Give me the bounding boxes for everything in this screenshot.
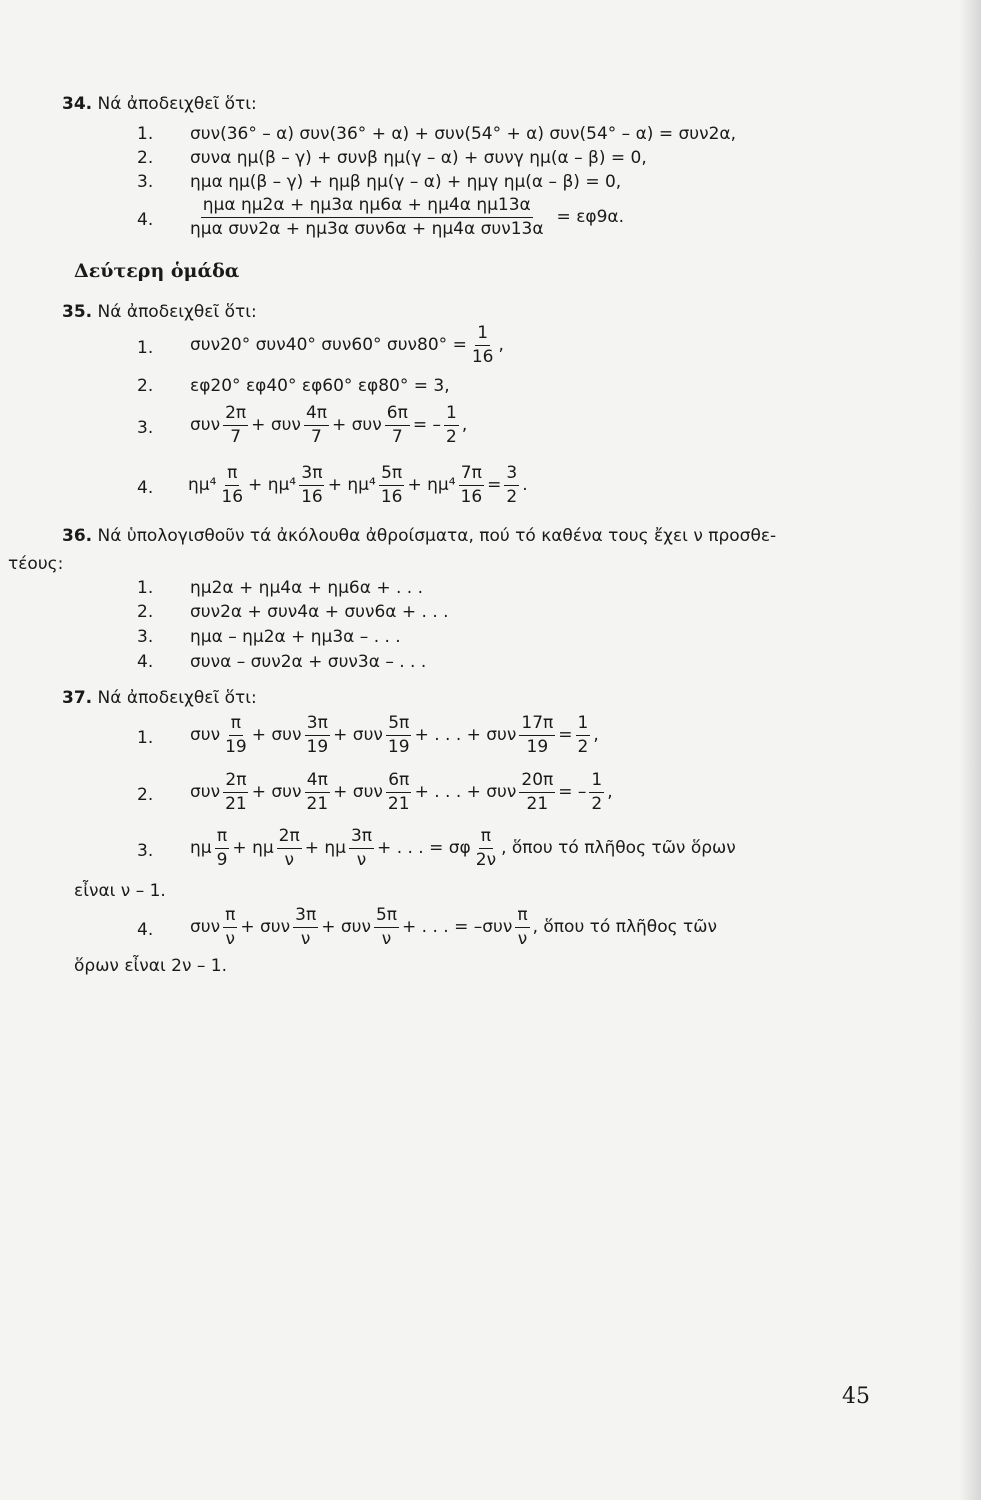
equation [190, 714, 599, 756]
punctuation: , [498, 335, 504, 356]
punctuation: , [593, 725, 599, 746]
numerator: 2π [223, 771, 248, 793]
fraction [459, 464, 485, 506]
numerator: 17π [519, 714, 555, 736]
exercise-prompt: Νά ἀποδειχθεῖ ὅτι: [97, 94, 257, 114]
term: + συν [240, 917, 291, 938]
denominator: 19 [225, 736, 247, 757]
term: + συν [333, 725, 383, 746]
numerator: 6π [385, 404, 410, 426]
exercise-number: 37. [62, 688, 93, 708]
numerator: 1 [589, 771, 604, 793]
denominator: 19 [387, 736, 410, 757]
punctuation: , [607, 782, 613, 803]
fraction [223, 906, 237, 948]
item-number: 3. [137, 172, 154, 192]
term: + ημ [304, 838, 346, 859]
fraction [519, 771, 555, 813]
equation [190, 404, 467, 446]
fraction [576, 714, 591, 756]
item-number: 2. [137, 376, 154, 396]
exercise-34-header [62, 96, 257, 113]
item-number: 2. [137, 148, 154, 168]
numerator: 3π [349, 827, 374, 849]
term: + . . . = σφ [377, 838, 471, 859]
term: + ημ⁴ [407, 475, 456, 496]
denominator: 7 [230, 426, 242, 447]
term: + ημ⁴ [248, 475, 297, 496]
numerator: 3 [504, 464, 519, 486]
fraction [215, 827, 230, 869]
numerator: ημα ημ2α + ημ3α ημ6α + ημ4α ημ13α [201, 196, 533, 218]
denominator: ν [300, 928, 311, 949]
fraction [386, 714, 412, 756]
denominator: ημα συν2α + ημ3α συν6α + ημ4α συν13α [190, 218, 544, 239]
denominator: ν [517, 928, 528, 949]
fraction [386, 771, 412, 813]
numerator: π [225, 464, 239, 486]
numerator: 1 [475, 324, 490, 346]
exercise-37-header [62, 690, 257, 707]
fraction [444, 404, 459, 446]
page-number: 45 [842, 1384, 870, 1409]
denominator: 21 [526, 793, 549, 814]
fraction [305, 714, 331, 756]
denominator: ν [381, 928, 392, 949]
term: + . . . + συν [414, 725, 517, 746]
item-number: 2. [137, 602, 154, 622]
numerator: 3π [305, 714, 330, 736]
numerator: 1 [576, 714, 591, 736]
fraction [379, 464, 405, 506]
item-number: 1. [137, 124, 154, 144]
fraction [519, 714, 555, 756]
term: + . . . + συν [414, 782, 517, 803]
denominator: 2 [591, 793, 603, 814]
term: + συν [333, 782, 383, 803]
term: + συν [251, 415, 301, 436]
equation: συν(36° – α) συν(36° + α) + συν(54° + α) συν(54° – α) = συν2α, [190, 124, 737, 144]
numerator: 3π [293, 906, 318, 928]
fraction [515, 906, 529, 948]
term: ημ⁴ [188, 475, 217, 496]
fraction [223, 404, 248, 446]
term: + συν [251, 725, 302, 746]
exercise-prompt-continuation: τέους: [8, 554, 64, 574]
fraction [374, 906, 399, 948]
equation [190, 324, 504, 366]
denominator: 2ν [475, 849, 497, 870]
fraction [385, 404, 410, 446]
term: + συν [321, 917, 371, 938]
fraction [589, 771, 604, 813]
condition-text: , ὅπου τό πλῆθος τῶν [532, 917, 717, 938]
item-number: 2. [137, 785, 154, 805]
numerator: 3π [299, 464, 324, 486]
fraction [299, 464, 325, 506]
equation-rhs: = εφ9α. [556, 207, 625, 228]
numerator: π [479, 827, 493, 849]
term: συν [190, 782, 221, 803]
fraction [470, 324, 496, 366]
item-number: 1. [137, 728, 154, 748]
denominator: 7 [391, 426, 403, 447]
denominator: 21 [225, 793, 247, 814]
expression: ημ2α + ημ4α + ημ6α + . . . [190, 578, 424, 598]
denominator: 16 [380, 486, 403, 507]
condition-text: , ὅπου τό πλῆθος τῶν ὅρων [501, 838, 736, 859]
denominator: 16 [471, 346, 494, 367]
condition-continuation: ὅρων εἶναι 2ν – 1. [74, 956, 227, 976]
denominator: 19 [526, 736, 549, 757]
fraction [188, 196, 546, 238]
numerator: 7π [459, 464, 484, 486]
equation: εφ20° εφ40° εφ60° εφ80° = 3, [190, 376, 450, 396]
fraction [293, 906, 318, 948]
exercise-36-header [62, 528, 776, 545]
equation [188, 464, 528, 506]
expression: ημα – ημ2α + ημ3α – . . . [190, 627, 401, 647]
term: συν [190, 725, 221, 746]
term: συν [190, 415, 221, 436]
equation: συνα ημ(β – γ) + συνβ ημ(γ – α) + συνγ ημ(α – β) = 0, [190, 148, 647, 168]
fraction [223, 771, 249, 813]
punctuation: . [522, 475, 528, 496]
equals-sign: = – [558, 782, 587, 803]
expression: συνα – συν2α + συν3α – . . . [190, 652, 427, 672]
item-number: 4. [137, 478, 154, 498]
numerator: 6π [386, 771, 411, 793]
denominator: 7 [311, 426, 322, 447]
equals-sign: = – [412, 415, 441, 436]
fraction [504, 464, 519, 506]
equation: ημα ημ(β – γ) + ημβ ημ(γ – α) + ημγ ημ(α – β) = 0, [190, 172, 622, 192]
denominator: ν [356, 849, 367, 870]
exercise-prompt: Νά ὑπολογισθοῦν τά ἀκόλουθα ἀθροίσματα, πού τό καθένα τους ἔχει ν προσθε- [97, 526, 777, 546]
numerator: 5π [374, 906, 399, 928]
denominator: ν [284, 849, 294, 870]
exercise-prompt: Νά ἀποδειχθεῖ ὅτι: [97, 302, 257, 322]
exercise-number: 34. [62, 94, 93, 114]
fraction [277, 827, 302, 869]
numerator: 4π [304, 404, 329, 426]
numerator: 2π [223, 404, 248, 426]
equation [190, 906, 717, 948]
numerator: 1 [444, 404, 459, 426]
item-number: 3. [137, 418, 154, 438]
section-heading: Δεύτερη ὁμάδα [74, 260, 240, 282]
fraction [349, 827, 374, 869]
item-number: 1. [137, 578, 154, 598]
term: + . . . = –συν [402, 917, 513, 938]
equation [190, 827, 736, 869]
equation [185, 196, 624, 238]
exercise-35-header [62, 304, 257, 321]
condition-continuation: εἶναι ν – 1. [74, 881, 166, 901]
item-number: 4. [137, 920, 154, 940]
equals-sign: = [487, 475, 502, 496]
fraction [305, 771, 331, 813]
fraction [223, 714, 249, 756]
item-number: 4. [137, 210, 154, 230]
numerator: 2π [277, 827, 302, 849]
term: ημ [190, 838, 212, 859]
exercise-number: 36. [62, 526, 93, 546]
fraction [304, 404, 329, 446]
numerator: 20π [519, 771, 555, 793]
page-edge-shadow [959, 0, 981, 1500]
item-number: 3. [137, 841, 154, 861]
denominator: 16 [460, 486, 483, 507]
item-number: 4. [137, 652, 154, 672]
term: + ημ⁴ [327, 475, 376, 496]
numerator: π [515, 906, 529, 928]
item-number: 1. [137, 338, 154, 358]
equation [190, 771, 613, 813]
item-number: 3. [137, 627, 154, 647]
numerator: π [229, 714, 243, 736]
denominator: 2 [506, 486, 518, 507]
denominator: 21 [306, 793, 329, 814]
denominator: 19 [306, 736, 329, 757]
denominator: 2 [577, 736, 589, 757]
fraction [219, 464, 245, 506]
numerator: π [223, 906, 237, 928]
punctuation: , [461, 415, 468, 436]
denominator: 9 [216, 849, 228, 870]
equation-lhs: συν20° συν40° συν60° συν80° = [190, 335, 467, 356]
numerator: 4π [305, 771, 330, 793]
term: συν [190, 917, 221, 938]
fraction [474, 827, 498, 869]
numerator: π [215, 827, 229, 849]
numerator: 5π [386, 714, 411, 736]
equals-sign: = [558, 725, 573, 746]
denominator: ν [225, 928, 235, 949]
term: + συν [251, 782, 302, 803]
exercise-prompt: Νά ἀποδειχθεῖ ὅτι: [97, 688, 257, 708]
term: + ημ [232, 838, 274, 859]
expression: συν2α + συν4α + συν6α + . . . [190, 602, 449, 622]
exercise-number: 35. [62, 302, 93, 322]
denominator: 16 [301, 486, 323, 507]
denominator: 21 [387, 793, 410, 814]
term: + συν [332, 415, 382, 436]
denominator: 16 [221, 486, 244, 507]
numerator: 5π [379, 464, 404, 486]
denominator: 2 [445, 426, 457, 447]
